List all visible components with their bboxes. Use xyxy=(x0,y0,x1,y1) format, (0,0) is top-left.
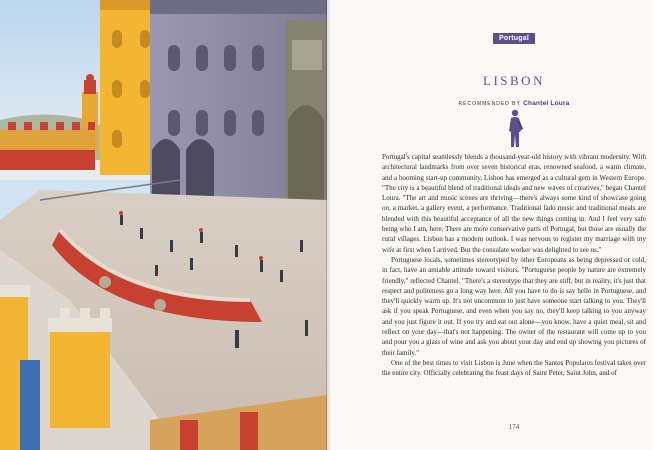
recommended-label: RECOMMENDED BY xyxy=(458,101,521,107)
city-title: LISBON xyxy=(483,73,545,88)
recommender-name: Chantel Loura xyxy=(523,100,570,107)
recommended-by-line xyxy=(332,100,653,107)
traveler-silhouette-icon xyxy=(504,109,526,149)
page-number: 174 xyxy=(508,423,520,431)
text-page xyxy=(332,0,653,450)
paragraph: Portuguese locals, sometimes stereotyped by other Europeans as being depressed or cold, in fact, have an amiable attitude toward visitors. "Portuguese people by nature are extremely friendly," reflected Chantel. "There's a stereotype that they are stiff, but in reality, it's just that respect and politeness go a long way here. All you have to do is say hello in Portuguese, and they'll quickly warm up. It's not uncommon to just have someone start talking to you. They'll ask if you speak Portuguese, and even when you say no, they'll keep talking to you anyway and you just figure it out. If you try and eat out alone—you know, have a quiet meal, sit and reflect on your day—that's not happening. The owner of the restaurant will come up to you and pour you a glass of wine and ask you about your day and end up showing you pictures of their family." xyxy=(382,255,646,357)
country-tag: Portugal xyxy=(493,33,535,44)
article-body xyxy=(382,152,646,379)
paragraph: Portugal's capital seamlessly blends a thousand-year-old history with vibrant modernity. With architectural landmarks from over seven historical eras, renowned seafood, a warm climate, and a booming start-up community, Lisbon has emerged as a cultural gem in Western Europe. "The city is a beautiful blend of traditional ideals and new waves of creatives," began Chantel Loura. "The art and music scenes are thriving—there's always some kind of showcase going on, a market, a gallery event, a performance. Traditional fado music and traditional meals are blended with this beautiful acceptance of all the new things coming in. And I feel very safe being who I am, here. There are more conservative parts of Portugal, but those are usually the rural villages. Lisbon has a modern outlook. I was nervous to register my marriage with my wife at first when I arrived. But the consulate worker was delighted to see us." xyxy=(382,153,646,254)
paragraph: One of the best times to visit Lisbon is June when the Santos Populares festival takes over the entire city. Officially celebrating the feast days of Saint Peter, Saint John, and of xyxy=(382,358,646,378)
